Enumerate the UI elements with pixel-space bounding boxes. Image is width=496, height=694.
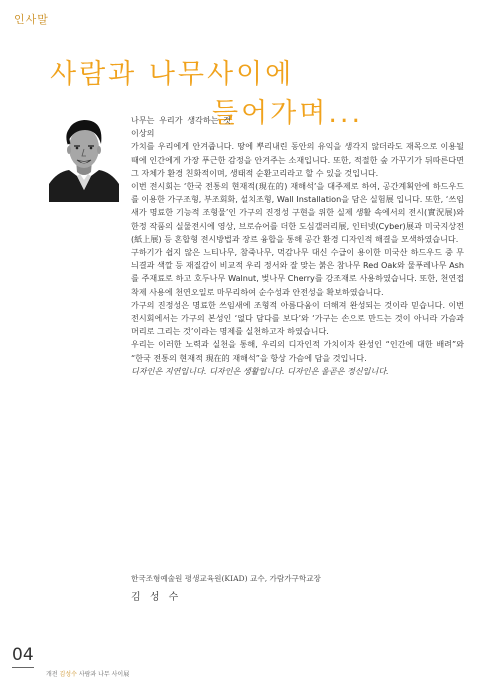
footer (46, 669, 129, 678)
section-label: 인사말 (14, 13, 49, 26)
author-name: 김 성 수 (131, 592, 182, 603)
author-affiliation: 한국조형예술원 평생교육원(KIAD) 교수, 가람가구학교장 (131, 574, 321, 583)
body-closing: 디자인은 지연입니다. 디자인은 생활입니다. 디자인은 올곧은 정신입니다. (131, 365, 389, 376)
body-intro: 나무는 우리가 생각하는 것 이상의 (131, 115, 231, 139)
body-paragraph: 가구의 진정성은 명료한 쓰임새에 조형적 아름다움이 더해져 완성되는 것이라 믿습니다. 이번 전시회에서는 가구의 본성인 ‘없다 담다를 보다’와 ‘가구는 손으로 만드는 것이 아니라 가슴과 머리로 그리는 것’이라는 명제를 실천하고자 하였습니다. (131, 299, 464, 337)
page-title-line1: 사람과 나무사이에 (50, 59, 295, 90)
body-paragraph: 이번 전시회는 ‘한국 전통의 현재적(現在的) 재해석’을 대주제로 하여, 공간계획안에 하드우드를 이용한 가구조형, 부조회화, 설치조형, Wall Installation을 담은 실험展 입니다. 또한, ‘쓰임새가 명료한 기능적 조형물’인 가구의 진정성 구현을 위한 실제 생활 속에서의 전시(實況展)와 한정 작품의 실물전시에 영상, 브로슈어를 더한 도심갤러리展, 인터넷(Cyber)展과 미국지상전(紙上展) 등 혼합형 전시방법과 장르 융합을 통해 공간 환경 디자인적 해결을 모색하였습니다. (131, 181, 464, 244)
author-photo (49, 112, 119, 202)
body-text (131, 114, 464, 378)
footer-prefix: 개전 (46, 671, 58, 678)
page-title-line2: 들어가며... (212, 98, 364, 129)
body-paragraph: 가치를 우리에게 안겨줍니다. 땅에 뿌리내린 동안의 유익을 생각지 않더라도 재목으로 이용될 때에 인간에게 가장 푸근한 감정을 안겨주는 소재입니다. 또한, 적절한 숲 가꾸기가 뒤따른다면 그 자체가 환경 친화적이며, 생태적 순환고리라고 할 수 있을 것입니다. (131, 141, 464, 178)
page-number-text: 04 (12, 645, 34, 665)
footer-title: 사람과 나무 사이展 (78, 671, 130, 678)
page-number (12, 645, 34, 668)
body-paragraph: 우리는 이러한 노력과 실천을 통해, 우리의 디자인적 가치이자 완성인 “인간에 대한 배려”와 “한국 전통의 현재적 現在的 재해석”을 항상 가슴에 담을 것입니다. (131, 339, 464, 363)
body-paragraph: 구하기가 쉽지 않은 느티나무, 참죽나무, 먹감나무 대신 수급이 용이한 미국산 하드우드 중 무늬결과 색깔 등 재질감이 비교적 우리 정서와 잘 맞는 붉은 참나무 Red Oak와 물푸레나무 Ash를 주재료로 하고 호두나무 Walnut, 벚나무 Cherry를 강조재로 사용하였습니다. 또한, 천연접착제 사용에 천연오일로 마무리하여 순수성과 안전성을 확보하였습니다. (131, 247, 464, 297)
page-number-rule (12, 667, 34, 668)
footer-name: 김성수 (59, 671, 77, 678)
